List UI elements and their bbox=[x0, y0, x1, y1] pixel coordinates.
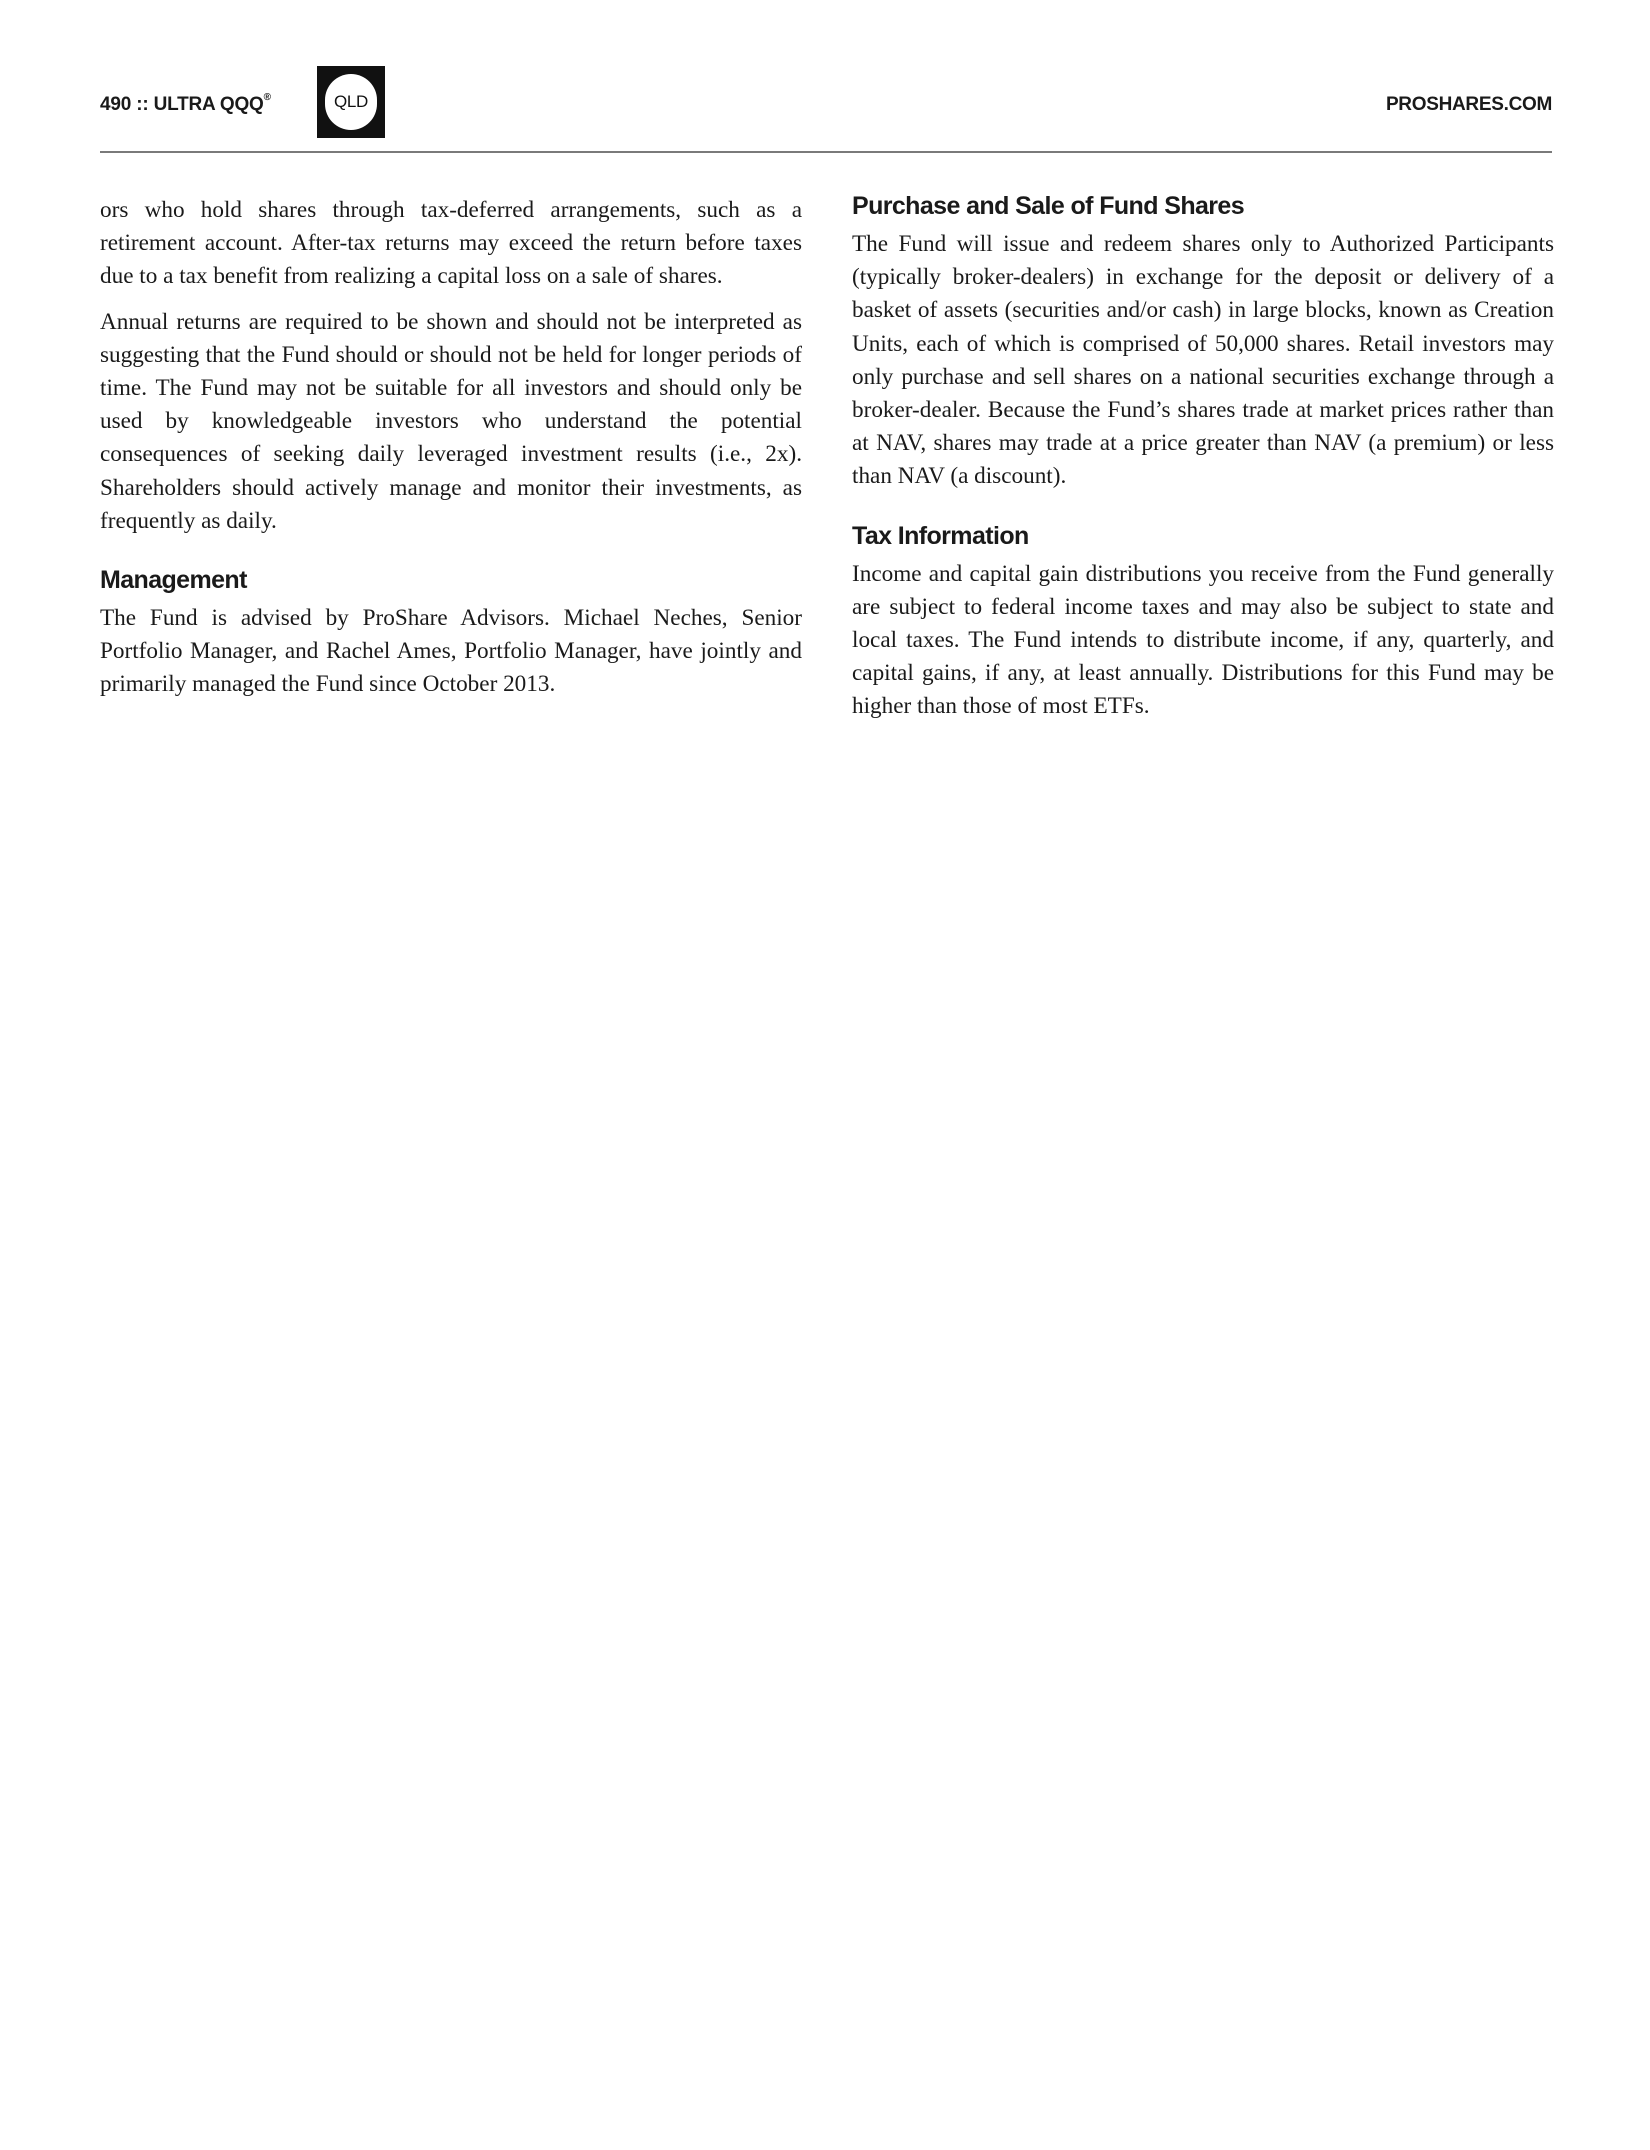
tax-returns-paragraph: ors who hold shares through tax-deferred arrangements, such as a retirement account. After-tax returns may exceed the return before taxes due to a tax benefit from realizing a capital loss on a sale of shares. bbox=[100, 197, 802, 290]
page-number: 490 bbox=[100, 94, 132, 115]
tax-information-heading: Tax Information bbox=[852, 521, 1029, 550]
website-link[interactable]: PROSHARES.COM bbox=[1385, 94, 1552, 115]
header-divider bbox=[100, 151, 1552, 153]
ticker-symbol: QLD bbox=[325, 74, 377, 130]
management-paragraph: The Fund is advised by ProShare Advisors. Michael Neches, Senior Portfolio Manager, and Rachel Ames, Portfolio Manager, have jointly and primarily managed the Fund since October 2013. bbox=[100, 605, 802, 698]
purchase-sale-heading: Purchase and Sale of Fund Shares bbox=[852, 192, 1245, 220]
header-separator: :: bbox=[136, 94, 149, 115]
left-column bbox=[100, 194, 802, 714]
annual-returns-paragraph: Annual returns are required to be shown and should not be interpreted as suggesting that the Fund should or should not be held for longer periods of time. The Fund may not be suitable for all investors and should only be used by knowledgeable investors who understand the potential consequences of seeking daily leveraged investment results (i.e., 2x). Shareholders should actively manage and monitor their investments, as frequently as daily. bbox=[100, 308, 802, 534]
ticker-badge bbox=[317, 66, 385, 138]
page-header bbox=[100, 66, 1552, 152]
right-column bbox=[852, 190, 1554, 736]
header-title bbox=[100, 94, 271, 116]
registered-mark: ® bbox=[263, 92, 271, 103]
tax-information-paragraph: Income and capital gain distributions you receive from the Fund generally are subject to federal income taxes and may also be subject to state and local taxes. The Fund intends to distribute income, if any, quarterly, and capital gains, if any, at least annually. Distributions for this Fund may be higher than those of most ETFs. bbox=[852, 560, 1554, 720]
management-heading: Management bbox=[100, 566, 247, 595]
purchase-sale-paragraph: The Fund will issue and redeem shares only to Authorized Participants (typically broker-dealers) in exchange for the deposit or delivery of a basket of assets (securities and/or cash) in large blocks, known as Creation Units, each of which is comprised of 50,000 shares. Retail investors may only purchase and sell shares on a national securities exchange through a broker-dealer. Because the Fund’s shares trade at market prices rather than at NAV, shares may trade at a price greater than NAV (a premium) or less than NAV (a discount). bbox=[852, 231, 1554, 490]
fund-name: ULTRA QQQ bbox=[153, 94, 264, 115]
